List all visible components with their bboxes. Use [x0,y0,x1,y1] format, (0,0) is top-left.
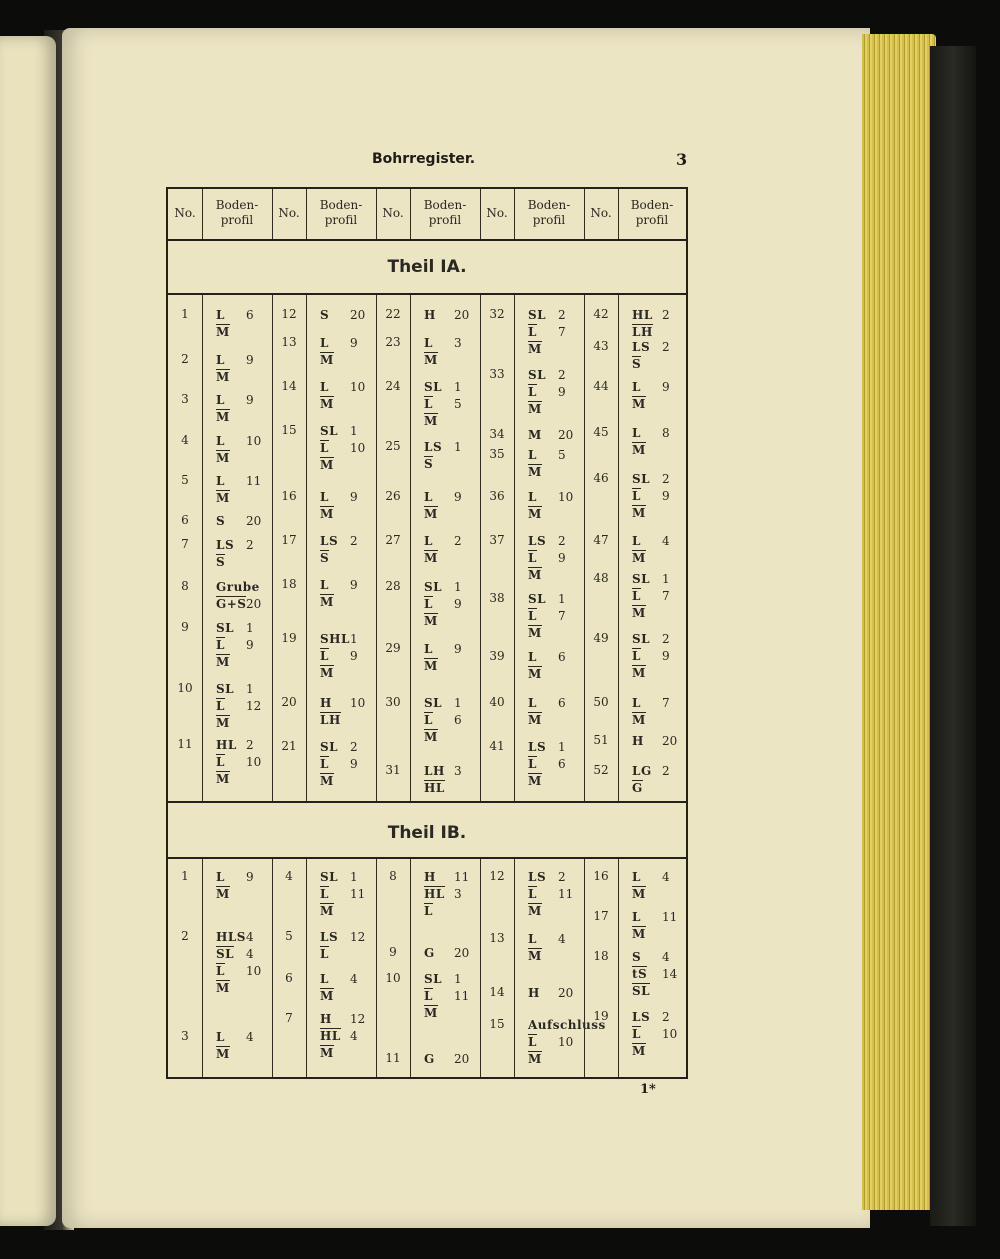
entry-number: 13 [281,335,297,349]
column-header-no: No. [486,205,508,220]
entry-number: 19 [281,631,297,645]
entry-number: 43 [593,339,609,353]
section-divider [168,801,686,803]
column-rule [376,859,377,1077]
entry-number: 4 [285,869,293,883]
entry-number: 4 [181,433,189,447]
entry-number: 21 [281,739,297,753]
column-rule [410,859,411,1077]
entry-number: 42 [593,307,609,321]
column-rule [480,859,481,1077]
entry-number: 11 [385,1051,401,1065]
column-header-no: No. [382,205,404,220]
entry-number: 1 [181,307,189,321]
column-rule [618,295,619,801]
entry-number: 22 [385,307,401,321]
entry-number: 16 [593,869,609,883]
entry-number: 8 [389,869,397,883]
entry-number: 34 [489,427,505,441]
entry-number: 5 [181,473,189,487]
entry-number: 17 [593,909,609,923]
column-header-profile: Boden- profil [423,198,467,227]
column-rule [618,859,619,1077]
entry-number: 50 [593,695,609,709]
column-header-no: No. [174,205,196,220]
entry-number: 16 [281,489,297,503]
column-rule [272,295,273,801]
entry-number: 46 [593,471,609,485]
entry-number: 25 [385,439,401,453]
entry-number: 27 [385,533,401,547]
section-divider [168,293,686,295]
column-rule [202,859,203,1077]
column-rule [272,859,273,1077]
column-header-profile: Boden- profil [319,198,363,227]
entry-number: 49 [593,631,609,645]
section-divider [168,857,686,859]
page-number: 3 [676,150,688,169]
entry-number: 30 [385,695,401,709]
column-rule [202,295,203,801]
entry-number: 9 [389,945,397,959]
entry-number: 15 [489,1017,505,1031]
entry-number: 3 [181,392,189,406]
column-header-profile: Boden- profil [215,198,259,227]
entry-number: 7 [181,537,189,551]
column-rule [306,859,307,1077]
column-header-profile: Boden- profil [630,198,674,227]
entry-number: 9 [181,620,189,634]
entry-number: 39 [489,649,505,663]
entry-number: 15 [281,423,297,437]
entry-number: 28 [385,579,401,593]
entry-number: 41 [489,739,505,753]
section-title-ib: Theil IB. [387,823,467,843]
entry-number: 29 [385,641,401,655]
entry-number: 36 [489,489,505,503]
column-rule [584,295,585,801]
entry-number: 6 [181,513,189,527]
entry-number: 33 [489,367,505,381]
entry-number: 18 [593,949,609,963]
entry-number: 47 [593,533,609,547]
entry-number: 26 [385,489,401,503]
entry-number: 14 [489,985,505,999]
entry-number: 11 [177,737,193,751]
entry-number: 31 [385,763,401,777]
entry-number: 12 [489,869,505,883]
entry-number: 2 [181,352,189,366]
column-header-no: No. [278,205,300,220]
column-rule [376,295,377,801]
entry-number: 40 [489,695,505,709]
book-cover [930,46,976,1226]
entry-number: 17 [281,533,297,547]
entry-number: 32 [489,307,505,321]
column-rule [514,859,515,1077]
entry-number: 10 [177,681,193,695]
running-title: Bohrregister. [372,151,476,167]
entry-number: 5 [285,929,293,943]
gilded-page-edges [862,34,936,1210]
entry-number: 24 [385,379,401,393]
entry-number: 37 [489,533,505,547]
entry-number: 1 [181,869,189,883]
entry-number: 7 [285,1011,293,1025]
entry-number: 2 [181,929,189,943]
column-rule [584,859,585,1077]
column-header-profile: Boden- profil [527,198,571,227]
column-rule [480,295,481,801]
entry-number: 13 [489,931,505,945]
column-header-no: No. [590,205,612,220]
entry-number: 18 [281,577,297,591]
entry-number: 3 [181,1029,189,1043]
entry-number: 23 [385,335,401,349]
entry-number: 14 [281,379,297,393]
entry-number: 51 [593,733,609,747]
entry-number: 12 [281,307,297,321]
entry-number: 38 [489,591,505,605]
column-rule [514,295,515,801]
entry-number: 20 [281,695,297,709]
column-rule [306,295,307,801]
entry-number: 45 [593,425,609,439]
left-page-edge [0,36,56,1226]
entry-number: 44 [593,379,609,393]
entry-number: 35 [489,447,505,461]
bohrregister-table: Theil IA. Theil IB. No. Boden- profil No. Boden- profil No. Boden- profil No. Boden- profil No. Boden- profil 1 L 6 M 2 L 9 M 3 L 9 M 4 L 10 M 5 L 11 M 6 S 20 7 LS 2 S 8 Grube G+S 20 9 SL 1 L 9 M 10 SL 1 L 12 M 11 HL 2 L 10 M 12 S 20 13 L 9 M 14 L 10 M 15 SL 1 L 10 M 16 L 9 M 17 LS 2 S 18 L 9 M 19 SHL 1 L 9 M 20 H 10 LH 21 SL 2 L 9 M 22 H 20 23 L 3 M 24 SL 1 L 5 M 25 LS 1 S 26 L 9 M 27 L 2 M 28 SL 1 L 9 M 29 L 9 M 30 SL 1 L 6 M 31 LH 3 HL 32 SL 2 L 7 M 33 SL 2 L 9 M 34 M 20 35 L 5 M 36 L 10 M 37 LS 2 L 9 M 38 SL 1 L 7 M 39 L 6 M 40 L 6 M 41 LS 1 L 6 M 42 HL 2 LH 43 LS 2 S 44 L 9 M 45 L 8 M 46 SL 2 L 9 M 47 L 4 M 48 SL 1 L 7 M 49 SL 2 L 9 M 50 L 7 M 51 H 20 52 LG 2 G 1 L 9 M 2 HLS 4 SL 4 L 10 M 3 L 4 M 4 SL 1 L 11 M 5 LS 12 L 6 L 4 M 7 H 12 HL 4 M 8 H 11 HL 3 L 9 G 20 10 SL 1 L 11 M 11 G 20 12 LS 2 L 11 M 13 L 4 M 14 H 20 15 Aufschluss L 10 M 16 L 4 M 17 L 11 M 18 S 4 tS 14 SL 19 LS 2 L 10 M [166,187,688,1079]
signature-mark: 1* [640,1082,656,1097]
entry-number: 10 [385,971,401,985]
entry-number: 19 [593,1009,609,1023]
section-title-ia: Theil IA. [387,257,467,277]
entry-number: 48 [593,571,609,585]
entry-number: 52 [593,763,609,777]
entry-number: 6 [285,971,293,985]
entry-number: 8 [181,579,189,593]
column-rule [410,295,411,801]
